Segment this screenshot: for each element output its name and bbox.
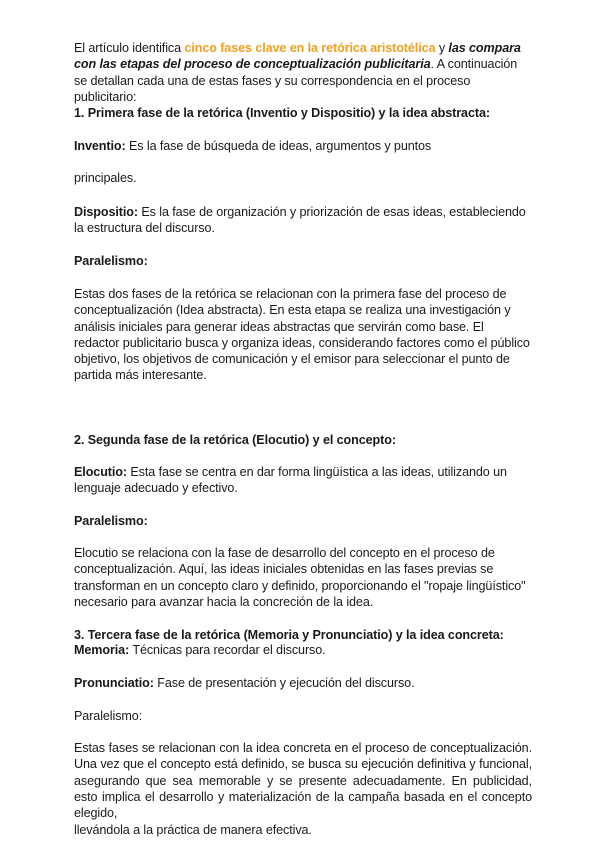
memoria-text: Técnicas para recordar el discurso. bbox=[129, 643, 326, 657]
paralelismo-2-text: Elocutio se relaciona con la fase de desarrollo del concepto en el proceso de conceptualización. Aquí, las ideas iniciales obtenidas en las fases previas se transforman en un concepto claro y definido, proporcionando el "ropaje lingüístico" necesario para avanzar hacia la concreción de la idea. bbox=[74, 546, 526, 609]
intro-highlight: cinco fases clave en la retórica aristotélica bbox=[184, 41, 436, 55]
inventio-continuation: principales. bbox=[74, 171, 137, 185]
inventio-label: Inventio: bbox=[74, 139, 126, 153]
pronunciatio-label: Pronunciatio: bbox=[74, 676, 154, 690]
section-3-heading: 3. Tercera fase de la retórica (Memoria y Pronunciatio) y la idea concreta: bbox=[74, 628, 504, 642]
inventio-paragraph bbox=[74, 138, 532, 154]
intro-paragraph bbox=[74, 40, 532, 105]
elocutio-label: Elocutio: bbox=[74, 465, 127, 479]
pronunciatio-text: Fase de presentación y ejecución del discurso. bbox=[153, 676, 415, 690]
pronunciatio-paragraph bbox=[74, 675, 532, 691]
paralelismo-3-label: Paralelismo: bbox=[74, 709, 143, 723]
paralelismo-3-continuation: llevándola a la práctica de manera efectiva. bbox=[74, 823, 312, 837]
dispositio-paragraph bbox=[74, 204, 532, 237]
intro-text: El artículo identifica bbox=[74, 41, 185, 55]
dispositio-label: Dispositio: bbox=[74, 205, 138, 219]
elocutio-text: Esta fase se centra en dar forma lingüística a las ideas, utilizando un lenguaje adecuado y efectivo. bbox=[74, 465, 507, 496]
paralelismo-1-text: Estas dos fases de la retórica se relacionan con la primera fase del proceso de conceptualización (Idea abstracta). En esta etapa se realiza una investigación y análisis iniciales para generar ideas abstractas que servirán como base. El redactor publicitario busca y organiza ideas, considerando factores como el público objetivo, los objetivos de comunicación y el emisor para seleccionar el punto de partida más interesante. bbox=[74, 287, 530, 383]
section-2-heading: 2. Segunda fase de la retórica (Elocutio) y el concepto: bbox=[74, 433, 396, 447]
dispositio-text: Es la fase de organización y priorización de esas ideas, estableciendo la estructura del discurso. bbox=[74, 205, 526, 236]
memoria-paragraph bbox=[74, 642, 532, 658]
memoria-label: Memoria: bbox=[74, 643, 130, 657]
intro-text: . A continuación se detallan cada una de estas fases y su correspondencia en el proceso publicitario: bbox=[74, 57, 518, 104]
paralelismo-3-text: Estas fases se relacionan con la idea concreta en el proceso de conceptualización. Una vez que el concepto está definido, se busca su ejecución definitiva y funcional, asegurando que sea memorable y se presente adecuadamente. En publicidad, esto implica el desarrollo y materialización de la campaña basada en el concepto elegido, bbox=[74, 741, 532, 821]
elocutio-paragraph bbox=[74, 464, 532, 497]
intro-text: y bbox=[435, 41, 449, 55]
inventio-text: Es la fase de búsqueda de ideas, argumentos y puntos bbox=[125, 139, 432, 153]
paralelismo-1-label: Paralelismo: bbox=[74, 254, 148, 268]
paralelismo-2-label: Paralelismo: bbox=[74, 514, 148, 528]
intro-emphasis: las compara con las etapas del proceso de conceptualización publicitaria bbox=[74, 41, 521, 72]
section-1-heading: 1. Primera fase de la retórica (Inventio y Dispositio) y la idea abstracta: bbox=[74, 106, 490, 120]
